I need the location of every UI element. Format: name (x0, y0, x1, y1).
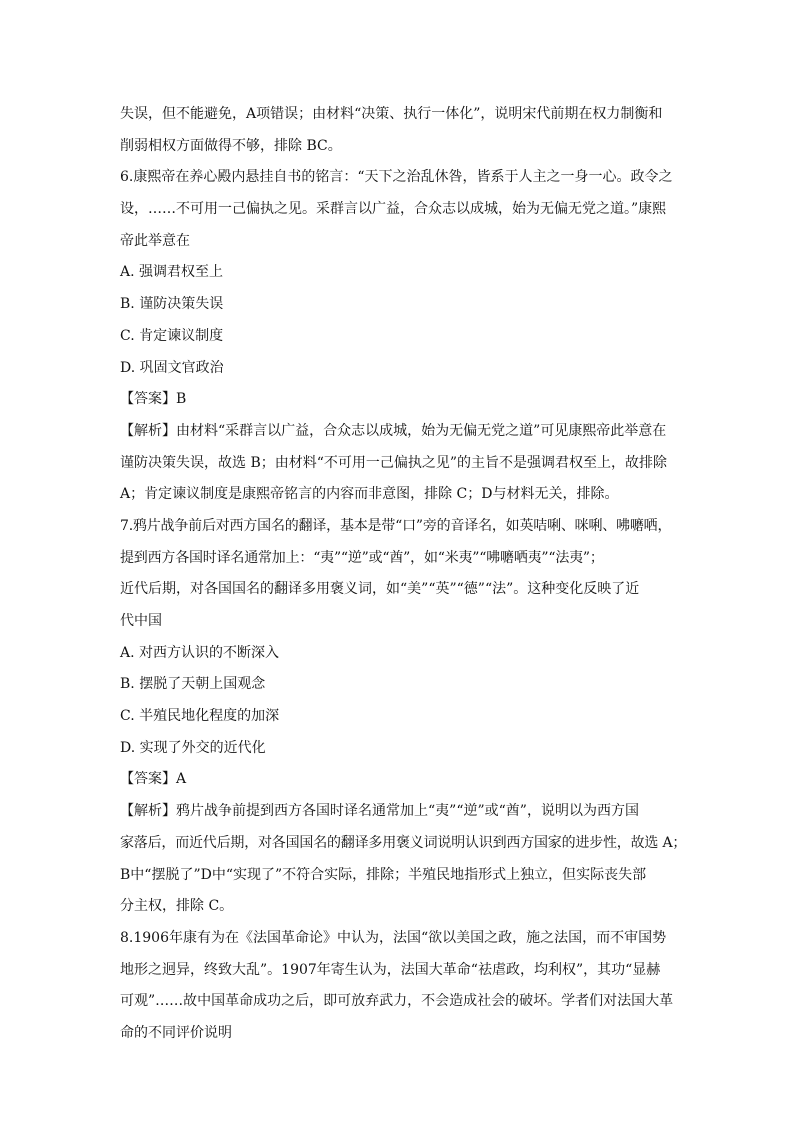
option-b: B. 摆脱了天朝上国观念 (120, 676, 266, 693)
text-line: 分主权，排除 C。 (120, 898, 234, 915)
answer-label: 【答案】B (120, 391, 187, 408)
question-6-stem: 6.康熙帝在养心殿内悬挂自书的铭言：“天下之治乱休咎，皆系于人主之一身一心。政令之 (120, 169, 673, 186)
text-line: 地形之迥异，终致大乱”。1907年寄生认为，法国大革命“祛虐政，均利权”，其功“显赫 (120, 961, 661, 978)
text-line: 可观”……故中国革命成功之后，即可放弃武力，不会造成社会的破坏。学者们对法国大革 (120, 993, 674, 1010)
text-line: 设，……不可用一己偏执之见。采群言以广益，合众志以成城，始为无偏无党之道。”康熙 (120, 201, 667, 218)
option-d: D. 巩固文官政治 (120, 359, 224, 376)
document-page (120, 99, 687, 1050)
text-line: 谨防决策失误，故选 B；由材料“不可用一己偏执之见”的主旨不是强调君权至上，故排除 (120, 454, 668, 471)
text-line: 提到西方各国时译名通常加上：“夷”“逆”或“酋”，如“米夷”“咈嚰哂夷”“法夷”； (120, 549, 604, 566)
option-c: C. 肯定谏议制度 (120, 327, 224, 344)
text-line: B中“摆脱了”D中“实现了”不符合实际，排除；半殖民地指形式上独立，但实际丧失部 (120, 866, 647, 883)
analysis-text: 【解析】由材料“采群言以广益，合众志以成城，始为无偏无党之道”可见康熙帝此举意在 (120, 422, 667, 439)
analysis-text: 【解析】鸦片战争前提到西方各国时译名通常加上“夷”“逆”或“酋”，说明以为西方国 (120, 803, 639, 820)
answer-label: 【答案】A (120, 771, 187, 788)
question-7-stem: 7.鸦片战争前后对西方国名的翻译，基本是带“口”旁的音译名，如英咭唎、咪唎、咈嚰哂， (120, 517, 672, 534)
option-c: C. 半殖民地化程度的加深 (120, 708, 280, 725)
text-line: 失误，但不能避免，A项错误；由材料“决策、执行一体化”，说明宋代前期在权力制衡和 (120, 106, 663, 122)
option-d: D. 实现了外交的近代化 (120, 739, 266, 756)
text-line: 帝此举意在 (120, 232, 190, 249)
text-line: 近代后期，对各国国名的翻译多用褒义词，如“美”“英”“德”“法”。这种变化反映了近 (120, 581, 640, 598)
text-line: 家落后，而近代后期，对各国国名的翻译多用褒义词说明认识到西方国家的进步性，故选 A； (120, 834, 687, 851)
text-line: 削弱相权方面做得不够，排除 BC。 (120, 137, 342, 154)
text-line: A；肯定谏议制度是康熙帝铭言的内容而非意图，排除 C；D与材料无关，排除。 (120, 486, 619, 503)
option-a: A. 对西方认识的不断深入 (120, 644, 280, 661)
option-b: B. 谨防决策失误 (120, 296, 224, 313)
text-line: 代中国 (120, 613, 162, 629)
option-a: A. 强调君权至上 (120, 264, 224, 281)
question-8-stem: 8.1906年康有为在《法国革命论》中认为，法国“欲以美国之政，施之法国，而不审国势 (120, 929, 667, 946)
text-line: 命的不同评价说明 (120, 1024, 232, 1041)
